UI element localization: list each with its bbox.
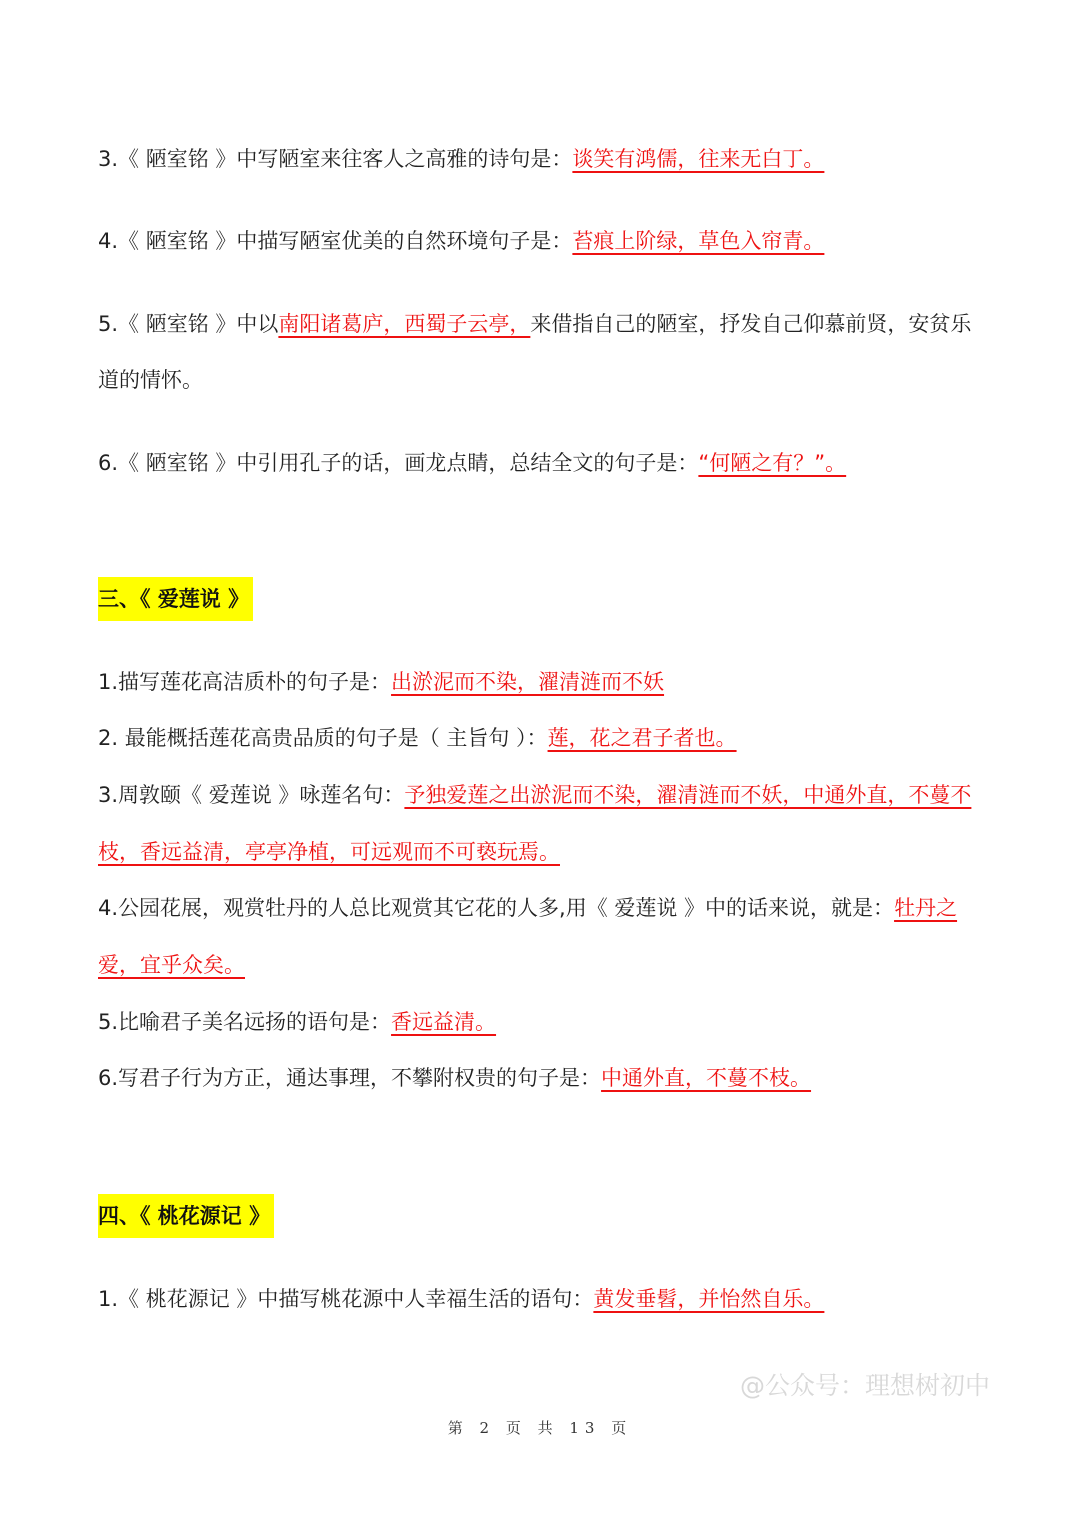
question-text: 4.公园花展，观赏牡丹的人总比观赏其它花的人多,用《 爱莲说 》中的话来说，就是： [98, 896, 895, 920]
answer-text: 南阳诸葛庐，西蜀子云亭， [278, 312, 531, 336]
answer-text: 香远益清。 [391, 1010, 497, 1034]
question-text: 5.比喻君子美名远扬的语句是： [98, 1010, 392, 1034]
watermark: @公众号：理想树初中 [740, 1371, 991, 1400]
question-text: 3.《 陋室铭 》中写陋室来往客人之高雅的诗句是： [98, 147, 573, 171]
question-text: 6.写君子行为方正，通达事理，不攀附权贵的句子是： [98, 1066, 602, 1090]
question-line [98, 1008, 988, 1036]
question-line [98, 668, 988, 696]
question-text: 5.《 陋室铭 》中以 [98, 312, 279, 336]
question-line-3 [98, 145, 988, 173]
question-text: 4.《 陋室铭 》中描写陋室优美的自然环境句子是： [98, 229, 573, 253]
answer-text: 枝，香远益清，亭亭净植，可远观而不可亵玩焉。 [98, 840, 560, 864]
question-text-rest: 来借指自己的陋室，抒发自己仰慕前贤，安贫乐 [530, 312, 972, 336]
question-line-5-continued [98, 366, 988, 394]
question-line-4 [98, 227, 988, 255]
section-heading-taohuayuanji: 四、《 桃花源记 》 [98, 1194, 274, 1238]
question-line-6 [98, 449, 988, 477]
answer-text: “何陋之有？”。 [698, 451, 847, 475]
page-number-footer: 第 2 页 共 13 页 [447, 1419, 633, 1437]
question-text: 1.描写莲花高洁质朴的句子是： [98, 670, 392, 694]
answer-text: 中通外直，不蔓不枝。 [601, 1066, 812, 1090]
question-text: 2. 最能概括莲花高贵品质的句子是（ 主旨句 ）： [98, 726, 548, 750]
question-line-5 [98, 310, 988, 338]
question-line-continued [98, 951, 988, 979]
answer-text: 苔痕上阶绿，草色入帘青。 [572, 229, 825, 253]
answer-text: 爱，宜乎众矣。 [98, 953, 245, 977]
question-line [98, 781, 988, 809]
question-text: 6.《 陋室铭 》中引用孔子的话，画龙点睛，总结全文的句子是： [98, 451, 699, 475]
answer-text: 黄发垂髫，并怡然自乐。 [593, 1287, 825, 1311]
question-text: 3.周敦颐《 爱莲说 》咏莲名句： [98, 783, 405, 807]
question-line [98, 724, 988, 752]
answer-text: 谈笑有鸿儒，往来无白丁。 [572, 147, 825, 171]
question-line [98, 1064, 988, 1092]
question-text: 道的情怀。 [98, 368, 203, 392]
question-line [98, 1285, 988, 1313]
answer-text: 出淤泥而不染，濯清涟而不妖 [391, 670, 665, 694]
answer-text: 莲，花之君子者也。 [547, 726, 737, 750]
question-line-continued [98, 838, 988, 866]
answer-text: 予独爱莲之出淤泥而不染，濯清涟而不妖，中通外直，不蔓不 [404, 783, 972, 807]
question-text: 1.《 桃花源记 》中描写桃花源中人幸福生活的语句： [98, 1287, 594, 1311]
answer-text: 牡丹之 [894, 896, 958, 920]
question-line [98, 894, 988, 922]
section-heading-ailianshuo: 三、《 爱莲说 》 [98, 577, 253, 621]
